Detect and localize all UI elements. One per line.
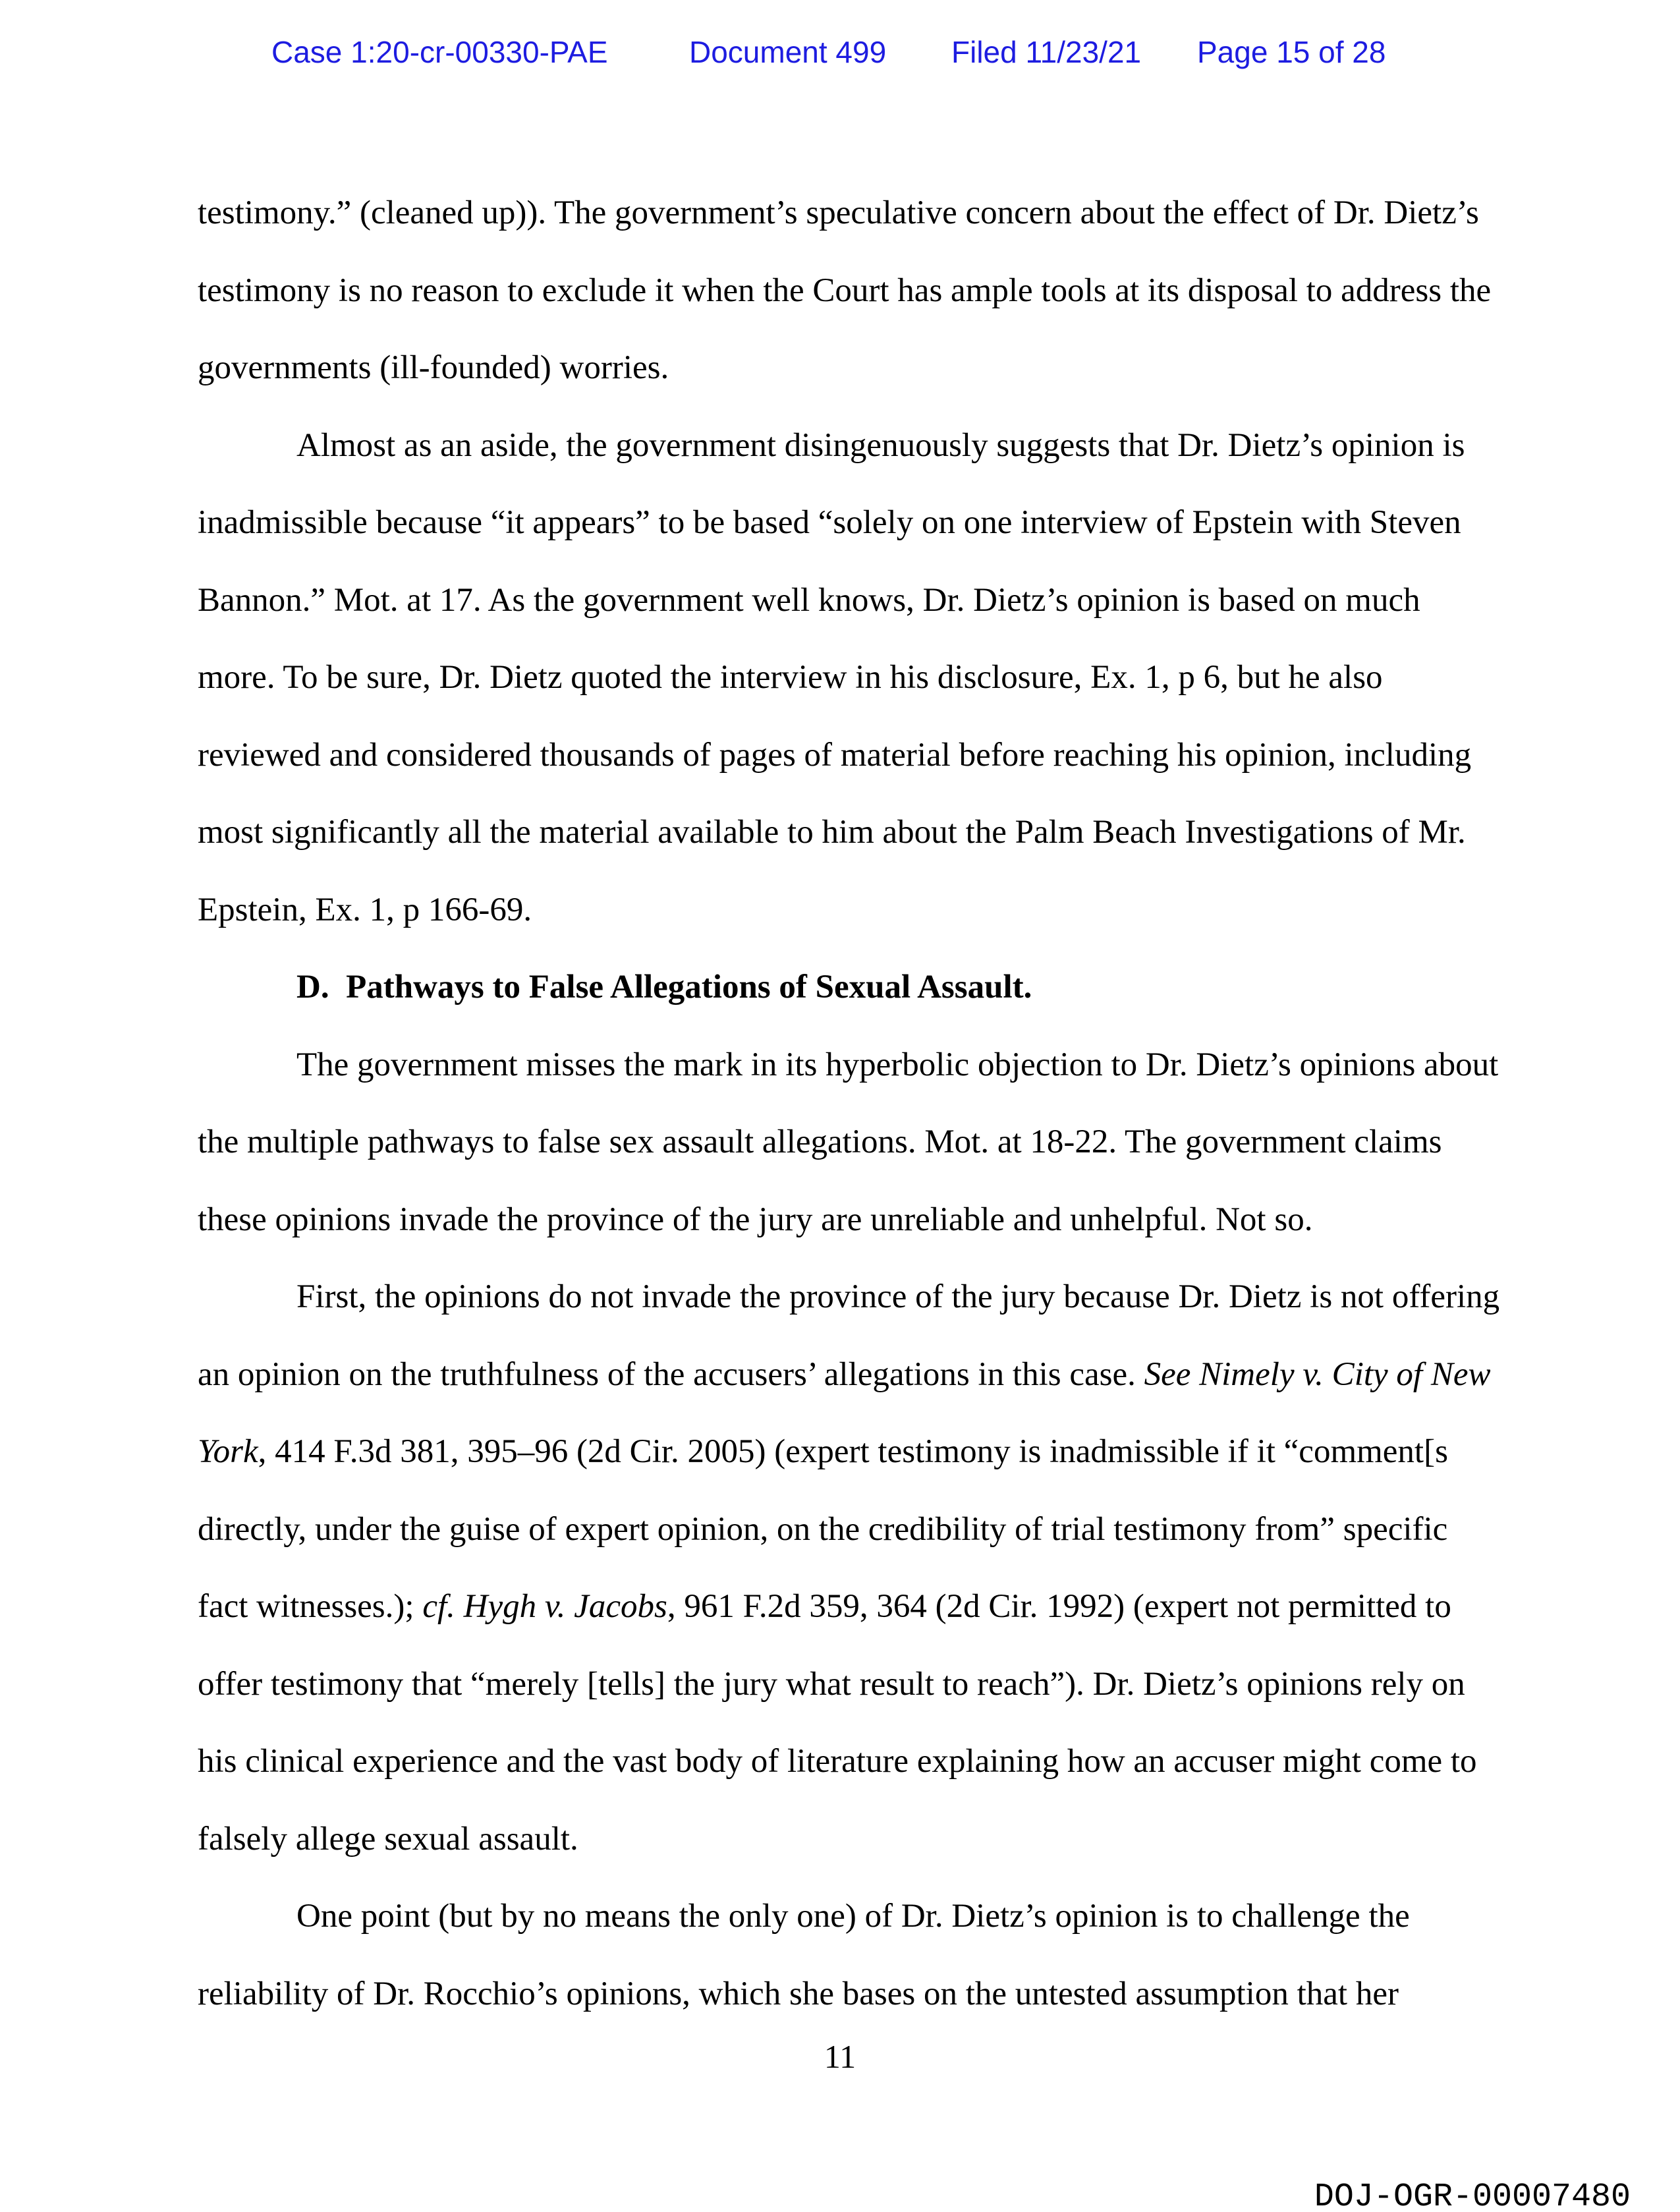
- body-text: testimony.” (cleaned up)). The government’s speculative concern about the effect of Dr. Dietz’s: [198, 194, 1479, 231]
- header-document-number: Document 499: [689, 35, 887, 69]
- body-text: offer testimony that “merely [tells] the jury what result to reach”). Dr. Dietz’s opinions rely on: [198, 1665, 1465, 1703]
- text-line: [198, 407, 1489, 485]
- body-text: testimony is no reason to exclude it when the Court has ample tools at its disposal to address the: [198, 271, 1492, 309]
- body-text: his clinical experience and the vast body of literature explaining how an accuser might come to: [198, 1743, 1477, 1780]
- citation-italic-text: See Nimely v. City of New: [1144, 1355, 1491, 1393]
- body-text: an opinion on the truthfulness of the accusers’ allegations in this case.: [198, 1355, 1144, 1393]
- text-line: [198, 1336, 1489, 1414]
- paragraph-testimony-continuation: [198, 175, 1492, 407]
- body-text: governments (ill-founded) worries.: [198, 349, 669, 386]
- text-line: [198, 872, 1489, 950]
- page-number: 11: [824, 2038, 856, 2075]
- citation-italic-text: York: [198, 1433, 258, 1470]
- text-line: [198, 484, 1489, 562]
- body-text: , 961 F.2d 359, 364 (2d Cir. 1992) (expert not permitted to: [667, 1588, 1451, 1625]
- body-text: Bannon.” Mot. at 17. As the government well knows, Dr. Dietz’s opinion is based on much: [198, 581, 1420, 619]
- body-text: falsely allege sexual assault.: [198, 1820, 578, 1858]
- body-text: D. Pathways to False Allegations of Sexual Assault.: [296, 969, 1032, 1006]
- header-filed-date: Filed 11/23/21: [951, 35, 1142, 69]
- text-line: [198, 1878, 1489, 1956]
- body-text: First, the opinions do not invade the province of the jury because Dr. Dietz is not offering: [296, 1278, 1500, 1315]
- text-line: [198, 639, 1489, 717]
- body-text: , 414 F.3d 381, 395–96 (2d Cir. 2005) (expert testimony is inadmissible if it “comment[s: [258, 1433, 1448, 1470]
- bates-number: DOJ-OGR-00007480: [1314, 2178, 1631, 2212]
- body-text: most significantly all the material available to him about the Palm Beach Investigations of Mr.: [198, 814, 1466, 851]
- text-line: [198, 1956, 1489, 2033]
- text-line: [198, 1491, 1489, 1569]
- body-text: reviewed and considered thousands of pages of material before reaching his opinion, including: [198, 736, 1472, 774]
- text-line: [198, 1801, 1489, 1879]
- paragraph-one-point: [198, 1878, 1489, 2033]
- body-text: these opinions invade the province of the jury are unreliable and unhelpful. Not so.: [198, 1201, 1313, 1238]
- body-text: reliability of Dr. Rocchio’s opinions, which she bases on the untested assumption that her: [198, 1975, 1399, 2012]
- text-line: [198, 1723, 1489, 1801]
- paragraph-government-misses-mark: [198, 1027, 1499, 1259]
- text-line: [198, 1027, 1499, 1104]
- citation-italic-text: cf. Hygh v. Jacobs: [422, 1588, 667, 1625]
- header-page-info: Page 15 of 28: [1197, 35, 1386, 69]
- body-text: fact witnesses.);: [198, 1588, 423, 1625]
- text-line: [198, 1413, 1489, 1491]
- text-line: [198, 1181, 1489, 1259]
- body-text: The government misses the mark in its hyperbolic objection to Dr. Dietz’s opinions about: [296, 1046, 1499, 1083]
- text-line: [198, 1259, 1500, 1336]
- body-text: Almost as an aside, the government disingenuously suggests that Dr. Dietz’s opinion is: [296, 426, 1465, 464]
- text-line: [198, 329, 1489, 407]
- text-line: [198, 252, 1492, 330]
- body-text: the multiple pathways to false sex assault allegations. Mot. at 18-22. The government claims: [198, 1123, 1442, 1160]
- text-line: [198, 1646, 1489, 1724]
- paragraph-almost-as-an-aside: [198, 407, 1489, 950]
- body-text: more. To be sure, Dr. Dietz quoted the interview in his disclosure, Ex. 1, p 6, but he also: [198, 659, 1383, 696]
- case-stamp-header: [0, 0, 1680, 92]
- paragraph-first-opinions: [198, 1259, 1500, 1878]
- header-case-number: Case 1:20-cr-00330-PAE: [271, 35, 608, 69]
- body-text: inadmissible because “it appears” to be based “solely on one interview of Epstein with Steven: [198, 504, 1461, 541]
- text-line: [198, 1104, 1489, 1181]
- body-text: One point (but by no means the only one) of Dr. Dietz’s opinion is to challenge the: [296, 1898, 1410, 1935]
- text-line: [198, 1568, 1489, 1646]
- document-body: [198, 175, 1500, 2033]
- section-heading-pathways: [198, 949, 1489, 1027]
- body-text: Epstein, Ex. 1, p 166-69.: [198, 891, 532, 928]
- text-line: [198, 175, 1489, 252]
- text-line: [198, 562, 1489, 640]
- body-text: directly, under the guise of expert opinion, on the credibility of trial testimony from” specific: [198, 1510, 1448, 1548]
- text-line: [198, 949, 1489, 1027]
- text-line: [198, 717, 1489, 795]
- text-line: [198, 794, 1489, 872]
